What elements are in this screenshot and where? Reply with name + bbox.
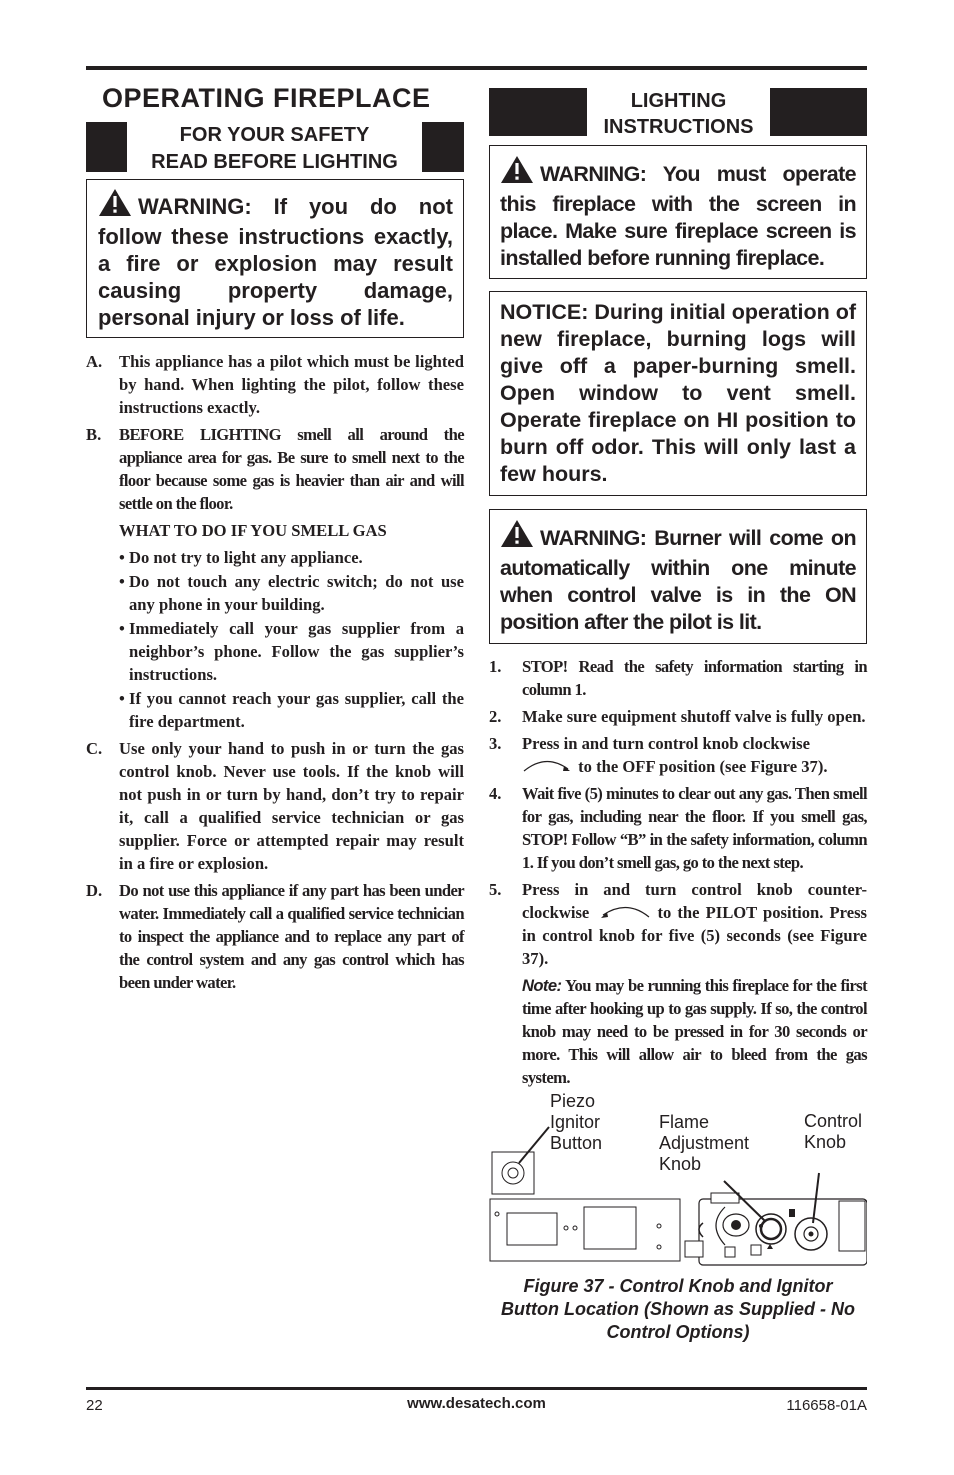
- lighting-banner-line1: LIGHTING: [630, 90, 727, 112]
- document-code: 116658-01A: [786, 1397, 867, 1414]
- warning-burner-text: WARNING: Burner will come on automatically within one minute when control valve is in the ON position after the pilot is lit.: [500, 526, 856, 634]
- top-rule: [86, 66, 867, 70]
- list-item: B. BEFORE LIGHTING smell all around the appliance area for gas. Be sure to smell next to the floor because some gas is heavier than air and will settle on the floor.: [86, 425, 464, 513]
- website-link: www.desatech.com: [407, 1395, 546, 1412]
- list-item: A. This appliance has a pilot which must be lighted by hand. When lighting the pilot, follow these instructions exactly.: [86, 352, 464, 417]
- page-number: 22: [86, 1397, 103, 1414]
- flame-adjustment-label: Flame Adjustment Knob: [659, 1112, 750, 1174]
- counterclockwise-arrow-icon: [595, 903, 651, 921]
- lighting-banner: [489, 88, 867, 136]
- clockwise-arrow-icon: [522, 757, 574, 775]
- list-item: 2. Make sure equipment shutoff valve is fully open.: [489, 707, 866, 726]
- list-item: D. Do not use this appliance if any part has been under water. Immediately call a qualified service technician to inspect the appliance and to replace any part of the control system and any gas control which has been under water.: [86, 881, 464, 992]
- warning-triangle-icon: [500, 155, 534, 191]
- warning-box-burner: [489, 509, 867, 644]
- note: [522, 974, 867, 1089]
- piezo-label: Piezo Ignitor Button: [550, 1091, 603, 1153]
- list-item: C. Use only your hand to push in or turn the gas control knob. Never use tools. If the knob will not push in or turn by hand, don’t try to repair it, call a qualified service technician or gas supplier. Force or attempted repair may result in a fire or explosion.: [86, 739, 464, 873]
- warning-screen-text: WARNING: You must operate this fireplace with the screen in place. Make sure fireplace screen is installed before running fireplace.: [500, 162, 856, 270]
- list-item: • Do not touch any electric switch; do not use any phone in your building.: [119, 572, 464, 614]
- lighting-steps: [489, 655, 867, 1089]
- page-title: OPERATING FIREPLACE: [102, 83, 431, 113]
- list-item: • Immediately call your gas supplier from a neighbor’s phone. Follow the gas supplier’s instructions.: [119, 619, 464, 684]
- list-item: 5. Press in and turn control knob counter-clockwise to the PILOT position. Press in control knob for five (5) seconds (see Figure 37).: [489, 880, 867, 968]
- footer: [86, 1395, 867, 1419]
- right-column: [489, 88, 867, 1344]
- safety-banner-line1: FOR YOUR SAFETY: [179, 124, 370, 146]
- left-column: [86, 80, 464, 998]
- warning-triangle-icon: [98, 188, 132, 223]
- warning-main-text: WARNING: If you do not follow these instructions exactly, a fire or explosion may result causing property damage, personal injury or loss of life.: [98, 194, 453, 330]
- note-label: Note:: [522, 976, 562, 995]
- safety-banner: [86, 122, 464, 172]
- control-knob-label: Control Knob: [804, 1111, 863, 1152]
- notice-box: NOTICE: During initial operation of new fireplace, burning logs will give off a paper-burning smell. Open window to vent smell. Operate fireplace on HI position to burn off odor. This will only last a few hours.: [489, 291, 867, 496]
- figure-caption: Figure 37 - Control Knob and Ignitor Button Location (Shown as Supplied - No Control Options): [501, 1276, 855, 1342]
- safety-banner-line2: READ BEFORE LIGHTING: [151, 151, 398, 173]
- list-item: 1. STOP! Read the safety information starting in column 1.: [489, 657, 867, 699]
- warning-triangle-icon: [500, 519, 534, 555]
- note-text: You may be running this fireplace for the first time after hooking up to gas supply. If so, the control knob may need to be pressed in for 30 seconds or more. This will allow air to bleed from the gas system.: [522, 976, 867, 1087]
- list-item: 3. Press in and turn control knob clockwise to the OFF position (see Figure 37).: [489, 734, 828, 776]
- list-item: 4. Wait five (5) minutes to clear out any gas. Then smell for gas, including near the floor. If you smell gas, STOP! Follow “B” in the safety information, column 1. If you don’t smell gas, go to the next step.: [489, 784, 867, 872]
- list-item: • If you cannot reach your gas supplier, call the fire department.: [119, 689, 464, 731]
- figure-37: [489, 1091, 867, 1269]
- warning-box-screen: [489, 145, 867, 279]
- lighting-banner-line2: INSTRUCTIONS: [603, 116, 754, 138]
- bottom-rule: [86, 1387, 867, 1390]
- safety-list: [86, 350, 464, 994]
- smell-gas-heading: WHAT TO DO IF YOU SMELL GAS: [119, 521, 387, 540]
- warning-box-main: [86, 179, 464, 338]
- list-item: • Do not try to light any appliance.: [119, 548, 363, 567]
